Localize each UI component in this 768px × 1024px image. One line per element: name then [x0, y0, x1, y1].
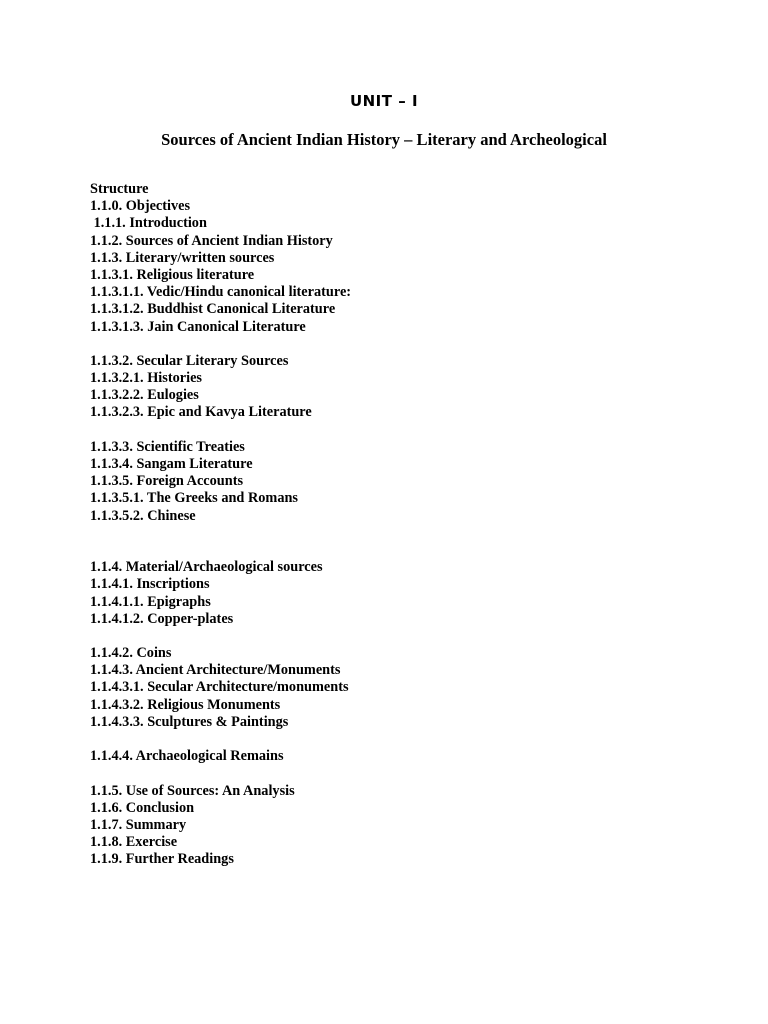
toc-item: 1.1.4.1.1. Epigraphs: [90, 593, 211, 610]
toc-item: 1.1.4. Material/Archaeological sources: [90, 559, 323, 576]
toc-item: 1.1.8. Exercise: [90, 834, 178, 851]
toc-item: 1.1.3.1.1. Vedic/Hindu canonical literature:: [90, 284, 352, 301]
toc-item: 1.1.1. Introduction: [90, 215, 207, 232]
toc-item: 1.1.4.3.2. Religious Monuments: [90, 696, 281, 713]
toc-item: 1.1.4.3.1. Secular Architecture/monuments: [90, 679, 349, 696]
toc-item: 1.1.4.1. Inscriptions: [90, 576, 210, 593]
toc-item: 1.1.4.3. Ancient Architecture/Monuments: [90, 662, 341, 679]
toc-item: 1.1.3.2.1. Histories: [90, 370, 202, 387]
spacer: [90, 422, 351, 439]
toc-item: 1.1.3.1.2. Buddhist Canonical Literature: [90, 301, 336, 318]
toc-item: 1.1.9. Further Readings: [90, 851, 234, 868]
toc-item: 1.1.4.2. Coins: [90, 645, 172, 662]
toc-item: 1.1.3. Literary/written sources: [90, 249, 275, 266]
toc-item: 1.1.3.1. Religious literature: [90, 266, 255, 283]
toc-item: 1.1.7. Summary: [90, 816, 187, 833]
toc-item: 1.1.3.1.3. Jain Canonical Literature: [90, 318, 306, 335]
toc-item: 1.1.5. Use of Sources: An Analysis: [90, 782, 295, 799]
spacer: [90, 765, 351, 782]
toc-item: 1.1.3.3. Scientific Treaties: [90, 438, 245, 455]
toc-item: 1.1.4.1.2. Copper-plates: [90, 610, 234, 627]
toc-item: 1.1.6. Conclusion: [90, 799, 195, 816]
toc-item: 1.1.4.4. Archaeological Remains: [90, 748, 284, 765]
toc-item: 1.1.4.3.3. Sculptures & Paintings: [90, 713, 289, 730]
spacer: [90, 336, 351, 353]
spacer: [90, 525, 351, 559]
toc-item: 1.1.2. Sources of Ancient Indian History: [90, 232, 333, 249]
toc-item: 1.1.3.2.2. Eulogies: [90, 387, 199, 404]
toc-item: 1.1.3.2.3. Epic and Kavya Literature: [90, 404, 312, 421]
toc-item: 1.1.3.5.1. The Greeks and Romans: [90, 490, 298, 507]
spacer: [90, 628, 351, 645]
toc-heading: Structure: [90, 181, 149, 197]
toc-item: 1.1.3.5.2. Chinese: [90, 507, 196, 524]
toc-item: 1.1.0. Objectives: [90, 198, 191, 215]
spacer: [90, 731, 351, 748]
unit-heading: UNIT – I: [349, 92, 419, 110]
table-of-contents: [90, 181, 351, 869]
toc-item: 1.1.3.5. Foreign Accounts: [90, 473, 244, 490]
toc-item: 1.1.3.2. Secular Literary Sources: [90, 352, 289, 369]
document-title: Sources of Ancient Indian History – Literary and Archeological: [161, 130, 607, 149]
toc-item: 1.1.3.4. Sangam Literature: [90, 456, 253, 472]
